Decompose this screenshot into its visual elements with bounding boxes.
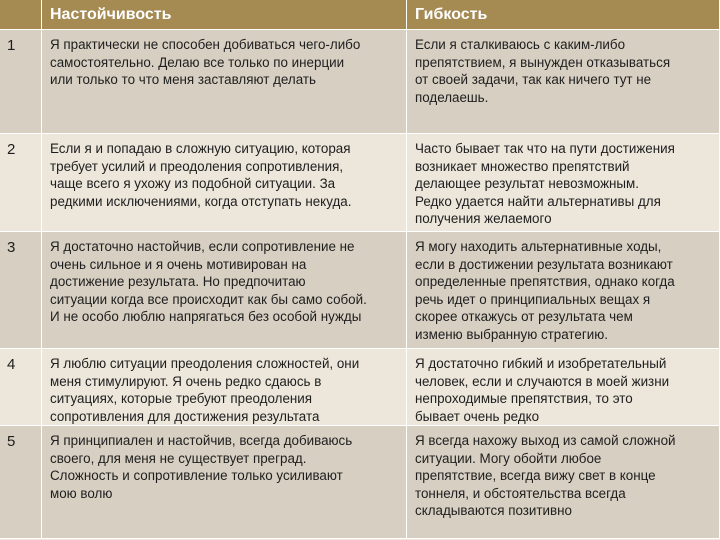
flexibility-cell <box>407 134 720 232</box>
persistence-cell <box>42 134 407 232</box>
row-number: 5 <box>0 426 42 539</box>
cell-line: бывает очень редко <box>415 408 540 424</box>
cell-line: Если я и попадаю в сложную ситуацию, которая <box>50 141 351 156</box>
cell-line: получения желаемого <box>415 211 552 227</box>
cell-line: Сложность и сопротивление только усиливают <box>50 468 343 484</box>
cell-line: Я всегда нахожу выход из самой сложной <box>415 433 676 448</box>
cell-line: редкими исключениями, когда отступать некуда. <box>50 193 352 209</box>
header-persistence: Настойчивость <box>42 0 407 30</box>
cell-line: И не особо люблю напрягаться без особой нужды <box>50 309 362 325</box>
cell-line: Я люблю ситуации преодоления сложностей, они <box>50 356 360 371</box>
cell-line: самостоятельно. Делаю все только по инерции <box>50 54 345 70</box>
cell-line: Я достаточно настойчив, если сопротивление не <box>50 239 355 254</box>
cell-line: поделаешь. <box>415 89 489 105</box>
cell-line: Я могу находить альтернативные ходы, <box>415 239 662 254</box>
cell-line: мою волю <box>50 485 113 501</box>
cell-line: ситуации. Могу обойти любое <box>415 450 602 466</box>
cell-line: Часто бывает так что на пути достижения <box>415 141 675 156</box>
cell-line: Редко удается найти альтернативы для <box>415 193 661 209</box>
cell-line: Если я сталкиваюсь с каким-либо <box>415 37 626 52</box>
cell-line: ситуациях, которые требуют преодоления <box>50 391 313 407</box>
cell-line: от своей задачи, так как ничего тут не <box>415 72 652 88</box>
cell-line: если в достижении результата возникают <box>415 256 673 272</box>
cell-line: человек, если и случаются в моей жизни <box>415 373 670 389</box>
persistence-cell <box>42 30 407 134</box>
flexibility-cell <box>407 232 720 349</box>
cell-line: определенные препятствия, однако когда <box>415 274 675 290</box>
cell-line: непроходимые препятствия, то это <box>415 391 633 407</box>
cell-line: речь идет о принципиальных вещах я <box>415 291 651 307</box>
cell-line: Я принципиален и настойчив, всегда добиваюсь <box>50 433 353 448</box>
cell-line: сопротивления для достижения результата <box>50 408 320 424</box>
cell-line: требует усилий и преодоления сопротивления, <box>50 158 344 174</box>
header-flexibility: Гибкость <box>407 0 720 30</box>
row-number: 1 <box>0 30 42 134</box>
cell-line: Я достаточно гибкий и изобретательный <box>415 356 667 371</box>
cell-line: чаще всего я ухожу из подобной ситуации. За <box>50 176 336 192</box>
row-number: 4 <box>0 349 42 426</box>
cell-line: своего, для меня не существует преград. <box>50 450 307 466</box>
cell-line: препятствие, всегда вижу свет в конце <box>415 468 656 484</box>
flexibility-cell <box>407 349 720 426</box>
cell-line: ситуации когда все происходит как бы само собой. <box>50 291 367 307</box>
flexibility-cell <box>407 426 720 539</box>
cell-line: делающее результат невозможным. <box>415 176 639 192</box>
cell-line: скорее откажусь от результата чем <box>415 309 633 325</box>
cell-line: возникает множество препятствий <box>415 158 630 174</box>
cell-line: тоннеля, и обстоятельства всегда <box>415 485 626 501</box>
persistence-cell <box>42 426 407 539</box>
cell-line: изменю выбранную стратегию. <box>415 326 608 342</box>
header-number-cell <box>0 0 42 30</box>
cell-line: складываются позитивно <box>415 503 572 519</box>
flexibility-cell <box>407 30 720 134</box>
persistence-cell <box>42 232 407 349</box>
cell-line: меня стимулируют. Я очень редко сдаюсь в <box>50 373 322 389</box>
persistence-cell <box>42 349 407 426</box>
cell-line: очень сильное и я очень мотивирован на <box>50 256 307 272</box>
cell-line: Я практически не способен добиваться чего-либо <box>50 37 361 52</box>
cell-line: достижение результата. Но предпочитаю <box>50 274 306 290</box>
cell-line: препятствием, я вынужден отказываться <box>415 54 671 70</box>
row-number: 2 <box>0 134 42 232</box>
cell-line: или только то что меня заставляют делать <box>50 72 316 88</box>
row-number: 3 <box>0 232 42 349</box>
